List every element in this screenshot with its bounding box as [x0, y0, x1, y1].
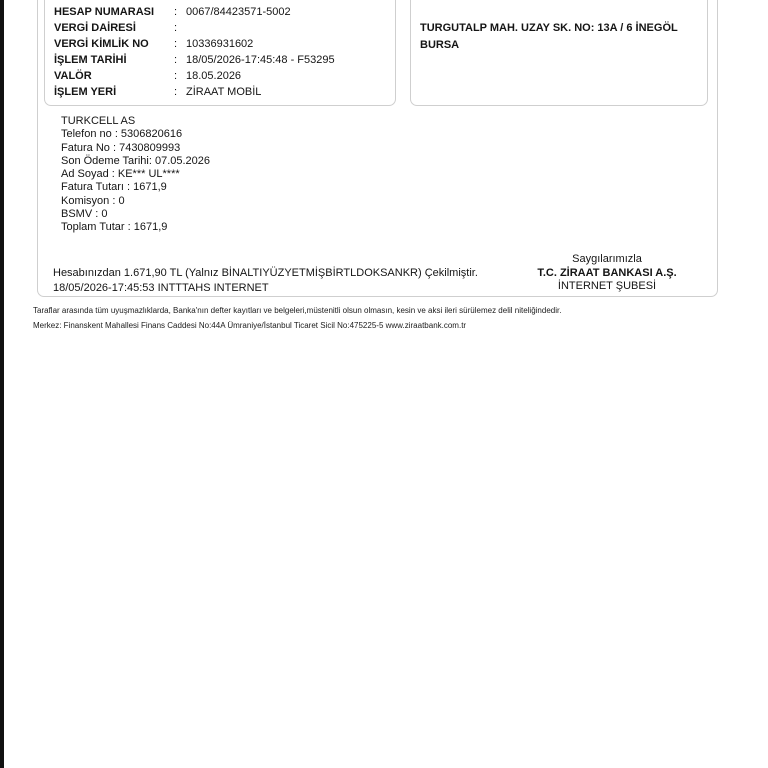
detail-row-transaction-date — [54, 53, 384, 69]
detail-separator: : — [174, 86, 178, 98]
invoice-details — [61, 115, 210, 234]
footer-disclaimer: Taraflar arasında tüm uyuşmazlıklarda, Banka'nın defter kayıtları ve belgeleri,müstenitli olsun olmasın, kesin ve aksi ileri sürülemez delil niteliğindedir. — [33, 306, 562, 315]
detail-separator: : — [174, 70, 178, 82]
address-line-1: TURGUTALP MAH. UZAY SK. NO: 13A / 6 İNEGÖL — [420, 22, 678, 34]
invoice-customer-name: Ad Soyad : KE*** UL**** — [61, 168, 180, 180]
footer-address: Merkez: Finanskent Mahallesi Finans Caddesi No:44A Ümraniye/İstanbul Ticaret Sicil No:475225-5 www.ziraatbank.com.tr — [33, 321, 467, 330]
account-details — [54, 5, 384, 101]
transaction-summary — [53, 266, 478, 296]
detail-row-transaction-channel — [54, 85, 384, 101]
detail-row-tax-id — [54, 37, 384, 53]
legal-footer — [33, 303, 561, 333]
detail-label: HESAP NUMARASI — [54, 6, 155, 18]
detail-label: VERGİ DAİRESİ — [54, 22, 136, 34]
detail-row-value-date — [54, 69, 384, 85]
bank-signature — [507, 253, 707, 294]
invoice-amount: Fatura Tutarı : 1671,9 — [61, 181, 167, 194]
detail-separator: : — [174, 38, 178, 50]
invoice-due-date: Son Ödeme Tarihi: 07.05.2026 — [61, 154, 211, 167]
invoice-number: Fatura No : 7430809993 — [61, 141, 181, 154]
detail-row-account-number — [54, 5, 384, 21]
detail-label: İŞLEM TARİHİ — [54, 54, 127, 66]
signature-branch: İNTERNET ŞUBESİ — [557, 280, 657, 292]
detail-value: 18.05.2026 — [186, 70, 242, 82]
customer-address — [420, 20, 678, 54]
debit-statement: Hesabınızdan 1.671,90 TL (Yalnız BİNALTIYÜZYETMİŞBİRTLDOKSANKR) Çekilmiştir. — [53, 267, 478, 279]
detail-separator: : — [174, 6, 178, 18]
detail-label: VERGİ KİMLİK NO — [54, 38, 149, 50]
detail-label: İŞLEM YERİ — [54, 86, 117, 98]
detail-separator: : — [174, 54, 178, 66]
transaction-timestamp: 18/05/2026-17:45:53 INTTTAHS INTERNET — [53, 282, 269, 294]
invoice-bsmv: BSMV : 0 — [61, 207, 108, 220]
detail-value: ZİRAAT MOBİL — [186, 86, 262, 98]
invoice-total: Toplam Tutar : 1671,9 — [61, 221, 168, 233]
left-edge-strip — [0, 0, 4, 768]
invoice-phone: Telefon no : 5306820616 — [61, 128, 183, 141]
detail-label: VALÖR — [54, 70, 92, 82]
signature-greeting: Saygılarımızla — [572, 253, 642, 265]
detail-separator: : — [174, 22, 178, 34]
detail-row-tax-office — [54, 21, 384, 37]
detail-value: 10336931602 — [186, 38, 254, 50]
invoice-company: TURKCELL AS — [61, 115, 136, 127]
address-line-2: BURSA — [420, 39, 460, 51]
detail-value: 18/05/2026-17:45:48 - F53295 — [186, 54, 335, 66]
detail-value: 0067/84423571-5002 — [186, 6, 291, 18]
invoice-commission: Komisyon : 0 — [61, 194, 125, 207]
signature-bank-name: T.C. ZİRAAT BANKASI A.Ş. — [537, 266, 677, 279]
